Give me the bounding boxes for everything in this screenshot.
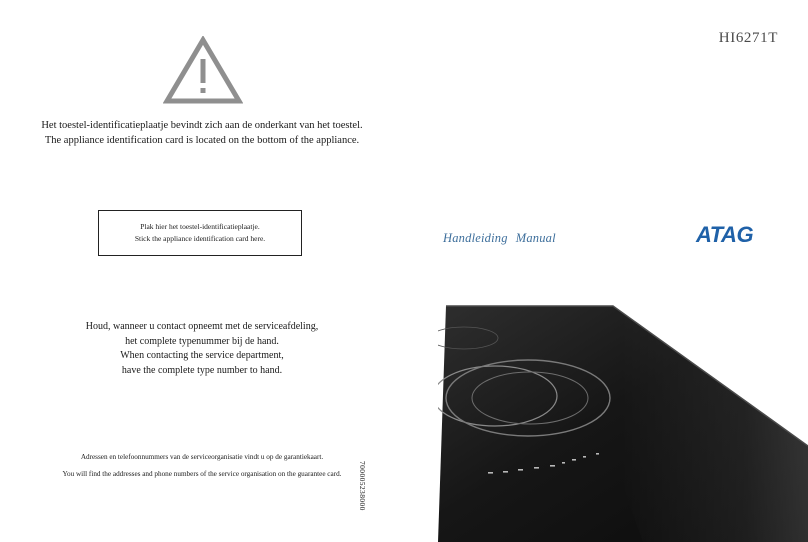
manual-title [443,231,556,246]
identification-box-english: Stick the appliance identification card here. [134,234,266,243]
contact-note-line: Houd, wanneer u contact opneemt met de serviceafdeling, [85,321,319,332]
identification-note-dutch: Het toestel-identificatieplaatje bevindt zich aan de onderkant van het toestel. [41,120,363,131]
right-page [404,0,808,542]
atag-logo: ATAG [696,222,754,247]
service-address-note [20,449,384,483]
contact-note-line: het complete typenummer bij de hand. [125,335,279,347]
manual-title-english: Manual [515,231,556,245]
contact-note-line: When contacting the service department, [120,350,284,361]
part-number: 700005238000 [358,461,367,511]
induction-hob-image [438,296,808,542]
identification-note [20,118,384,148]
contact-note-line: have the complete type number to hand. [121,364,283,376]
manual-title-dutch: Handleiding [443,231,508,245]
identification-card-box [98,210,302,256]
identification-box-dutch: Plak hier het toestel-identificatieplaatje. [140,222,260,231]
identification-note-english: The appliance identification card is located on the bottom of the appliance. [44,135,360,146]
service-note-dutch: Adressen en telefoonnummers van de serviceorganisatie vindt u op de garantiekaart. [80,453,324,461]
service-note-english: You will find the addresses and phone numbers of the service organisation on the guarantee card. [62,470,342,478]
contact-note [20,320,384,378]
model-number: HI6271T [718,30,778,46]
warning-triangle-icon [163,36,243,104]
